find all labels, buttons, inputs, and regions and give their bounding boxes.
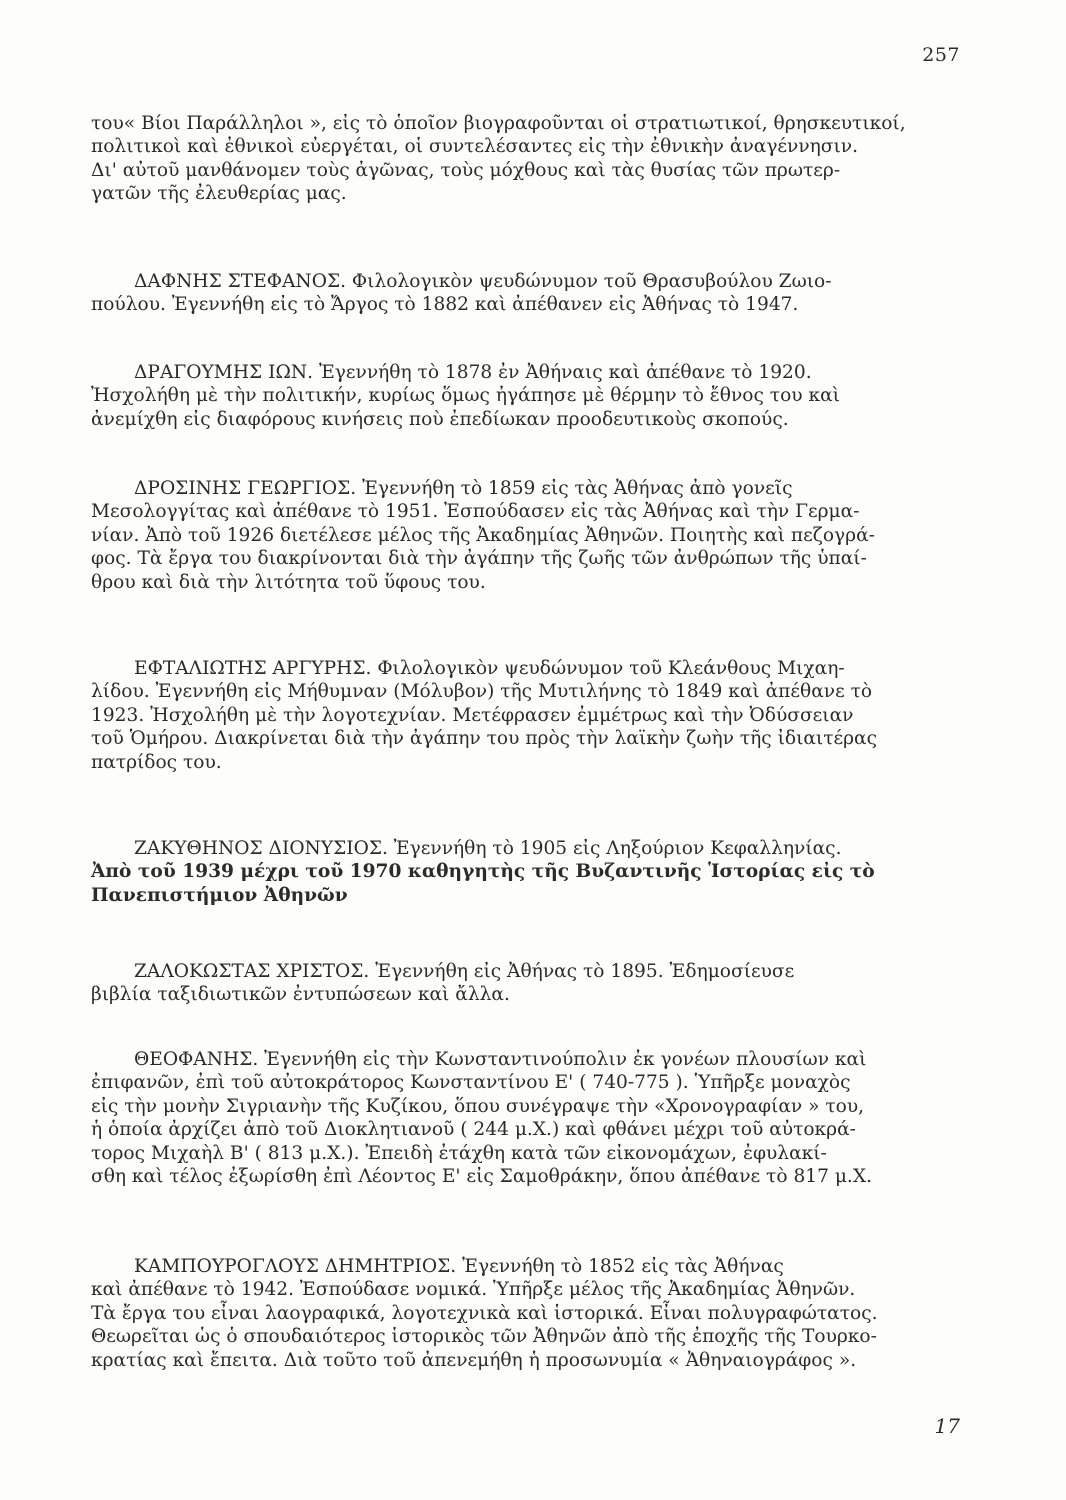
text-line: σθη καὶ τέλος ἐξωρίσθη ἐπὶ Λέοντος Ε' εἰς Σαμοθράκην, ὅπου ἀπέθανε τὸ 817 μ.Χ.: [91, 1166, 872, 1188]
entry-zakythinos-dionysios: [91, 837, 961, 907]
text-line: καὶ ἀπέθανε τὸ 1942. Ἐσπούδασε νομικά. Ὑπῆρξε μέλος τῆς Ἀκαδημίας Ἀθηνῶν.: [91, 1279, 856, 1301]
text-line: εἰς τὴν μονὴν Σιγριανὴν τῆς Κυζίκου, ὅπου συνέγραψε τὴν «Χρονογραφίαν » του,: [91, 1095, 865, 1117]
entry-dragoumis-ion: [91, 361, 961, 431]
page-number: 257: [922, 44, 960, 66]
text-line: Ἀπὸ τοῦ 1939 μέχρι τοῦ 1970 καθηγητὴς τῆς Βυζαντινῆς Ἱστορίας εἰς τὸ: [91, 861, 875, 883]
entry-kampouroglous-dimitrios: [91, 1255, 961, 1372]
entry-heading-line: ΖΑΚΥΘΗΝΟΣ ΔΙΟΝΥΣΙΟΣ. Ἐγεννήθη τὸ 1905 εἰς Ληξούριον Κεφαλληνίας.: [134, 838, 842, 859]
text-line: λίδου. Ἐγεννήθη εἰς Μήθυμναν (Μόλυβον) τῆς Μυτιλήνης τὸ 1849 καὶ ἀπέθανε τὸ: [91, 681, 873, 703]
entry-theofanis: [91, 1048, 961, 1188]
text-line: πατρίδος του.: [91, 751, 222, 773]
entry-heading-line: ΕΦΤΑΛΙΩΤΗΣ ΑΡΓΥΡΗΣ. Φιλολογικὸν ψευδώνυμον τοῦ Κλεάνθους Μιχαη-: [134, 658, 845, 679]
entry-heading-line: ΚΑΜΠΟΥΡΟΓΛΟΥΣ ΔΗΜΗΤΡΙΟΣ. Ἐγεννήθη τὸ 1852 εἰς τὰς Ἀθήνας: [134, 1256, 784, 1277]
text-line: ἡ ὁποία ἀρχίζει ἀπὸ τοῦ Διοκλητιανοῦ ( 244 μ.Χ.) καὶ φθάνει μέχρι τοῦ αὐτοκρά-: [91, 1119, 856, 1141]
text-line: βιβλία ταξιδιωτικῶν ἐντυπώσεων καὶ ἄλλα.: [91, 984, 510, 1006]
text-line: θρου καὶ διὰ τὴν λιτότητα τοῦ ὕφους του.: [91, 571, 486, 593]
signature-mark: 17: [934, 1414, 960, 1438]
entry-drosinis-georgios: [91, 477, 961, 594]
text-line: κρατίας καὶ ἔπειτα. Διὰ τοῦτο τοῦ ἀπενεμήθη ἡ προσωνυμία « Ἀθηναιογράφος ».: [91, 1349, 857, 1371]
text-line: γατῶν τῆς ἐλευθερίας μας.: [91, 183, 347, 205]
text-line: Θεωρεῖται ὡς ὁ σπουδαιότερος ἱστορικὸς τῶν Ἀθηνῶν ἀπὸ τῆς ἐποχῆς τῆς Τουρκο-: [91, 1326, 877, 1348]
text-line: τοῦ Ὁμήρου. Διακρίνεται διὰ τὴν ἀγάπην του πρὸς τὴν λαϊκὴν ζωὴν τῆς ἰδιαιτέρας: [91, 728, 878, 750]
entry-eftaliotis-argyris: [91, 657, 961, 774]
text-line: του« Βίοι Παράλληλοι », εἰς τὸ ὁποῖον βιογραφοῦνται οἱ στρατιωτικοί, θρησκευτικοί,: [91, 113, 906, 134]
text-line: τορος Μιχαὴλ Β' ( 813 μ.Χ.). Ἐπειδὴ ἐτάχθη κατὰ τῶν εἰκονομάχων, ἐφυλακί-: [91, 1142, 827, 1164]
text-line: Τὰ ἔργα του εἶναι λαογραφικά, λογοτεχνικὰ καὶ ἱστορικά. Εἶναι πολυγραφώτατος.: [91, 1302, 878, 1324]
text-line: πούλου. Ἐγεννήθη εἰς τὸ Ἄργος τὸ 1882 καὶ ἀπέθανεν εἰς Ἀθήνας τὸ 1947.: [91, 294, 799, 316]
entry-heading-line: ΔΡΟΣΙΝΗΣ ΓΕΩΡΓΙΟΣ. Ἐγεννήθη τὸ 1859 εἰς τὰς Ἀθήνας ἀπὸ γονεῖς: [134, 478, 793, 499]
text-line: νίαν. Ἀπὸ τοῦ 1926 διετέλεσε μέλος τῆς Ἀκαδημίας Ἀθηνῶν. Ποιητὴς καὶ πεζογρά-: [91, 524, 875, 546]
intro-paragraph: [91, 112, 961, 206]
text-line: φος. Τὰ ἔργα του διακρίνονται διὰ τὴν ἀγάπην τῆς ζωῆς τῶν ἀνθρώπων τῆς ὑπαί-: [91, 548, 867, 570]
entry-zalokostas-christos: [91, 960, 961, 1007]
text-line: ἐπιφανῶν, ἐπὶ τοῦ αὐτοκράτορος Κωνσταντίνου Ε' ( 740-775 ). Ὑπῆρξε μοναχὸς: [91, 1072, 851, 1094]
text-line: Ἠσχολήθη μὲ τὴν πολιτικήν, κυρίως ὅμως ἠγάπησε μὲ θέρμην τὸ ἔθνος του καὶ: [91, 385, 840, 407]
text-line: Πανεπιστήμιον Ἀθηνῶν: [91, 884, 348, 906]
text-line: Δι' αὐτοῦ μανθάνομεν τοὺς ἀγῶνας, τοὺς μόχθους καὶ τὰς θυσίας τῶν πρωτερ-: [91, 159, 841, 181]
text-line: Μεσολογγίτας καὶ ἀπέθανε τὸ 1951. Ἐσπούδασεν εἰς τὰς Ἀθήνας καὶ τὴν Γερμα-: [91, 501, 860, 523]
text-line: 1923. Ἠσχολήθη μὲ τὴν λογοτεχνίαν. Μετέφρασεν ἐμμέτρως καὶ τὴν Ὀδύσσειαν: [91, 704, 854, 726]
entry-heading-line: ΔΑΦΝΗΣ ΣΤΕΦΑΝΟΣ. Φιλολογικὸν ψευδώνυμον τοῦ Θρασυβούλου Ζωιο-: [134, 271, 832, 292]
text-line: πολιτικοὶ καὶ ἐθνικοὶ εὐεργέται, οἱ συντελέσαντες εἰς τὴν ἐθνικὴν ἀναγέννησιν.: [91, 136, 859, 158]
entry-dafnis-stefanos: [91, 270, 961, 317]
entry-heading-line: ΖΑΛΟΚΩΣΤΑΣ ΧΡΙΣΤΟΣ. Ἐγεννήθη εἰς Ἀθήνας τὸ 1895. Ἐδημοσίευσε: [134, 961, 795, 982]
entry-heading-line: ΔΡΑΓΟΥΜΗΣ ΙΩΝ. Ἐγεννήθη τὸ 1878 ἐν Ἀθήναις καὶ ἀπέθανε τὸ 1920.: [134, 362, 812, 383]
text-line: ἀνεμίχθη εἰς διαφόρους κινήσεις ποὺ ἐπεδίωκαν προοδευτικοὺς σκοπούς.: [91, 408, 789, 430]
entry-heading-line: ΘΕΟΦΑΝΗΣ. Ἐγεννήθη εἰς τὴν Κωνσταντινούπολιν ἐκ γονέων πλουσίων καὶ: [134, 1049, 867, 1070]
